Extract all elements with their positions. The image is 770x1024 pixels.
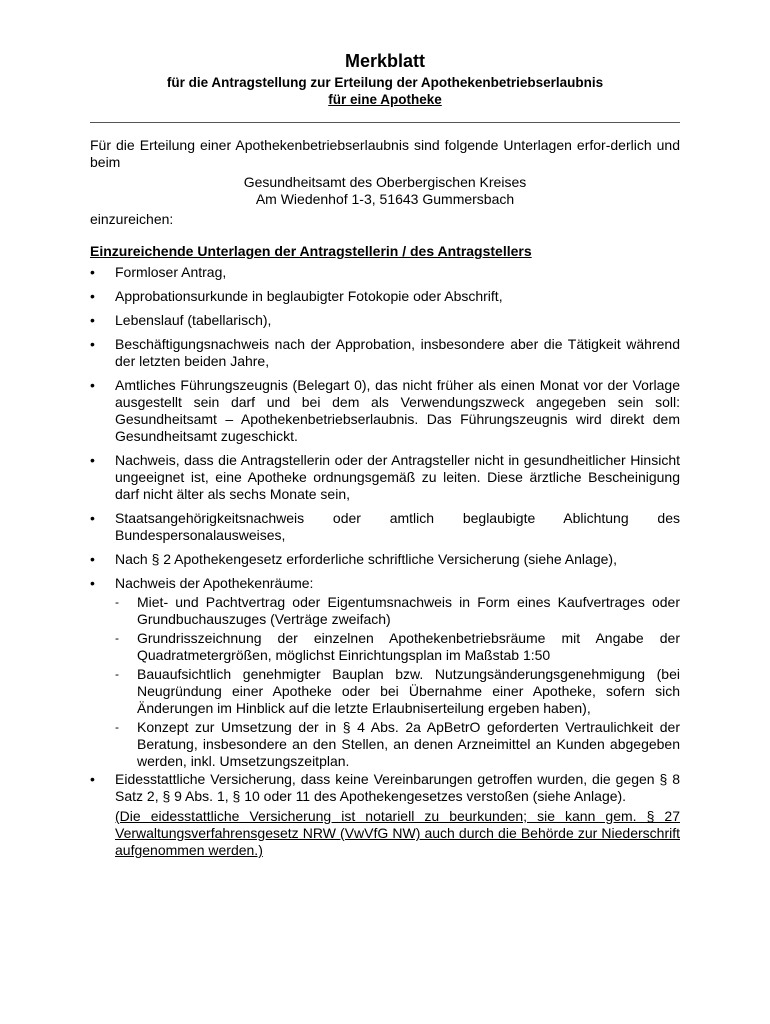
list-item: • Lebenslauf (tabellarisch), — [90, 312, 680, 329]
notarization-note: (Die eidesstattliche Versicherung ist notariell zu beurkunden; sie kann gem. § 27 Verwaltungsverfahrensgesetz NRW (VwVfG NW) auch durch die Behörde zur Niederschrift aufgenommen werden.) — [115, 808, 680, 858]
intro-text: Für die Erteilung einer Apothekenbetriebserlaubnis sind folgende Unterlagen erfor-derlich und beim — [90, 137, 680, 170]
requirements-list — [90, 264, 680, 859]
address-line-2: Am Wiedenhof 1-3, 51643 Gummersbach — [255, 191, 515, 207]
section-heading: Einzureichende Unterlagen der Antragstellerin / des Antragstellers — [90, 243, 532, 259]
list-item: • Approbationsurkunde in beglaubigter Fotokopie oder Abschrift, — [90, 288, 680, 305]
sub-list-item: - Konzept zur Umsetzung der in § 4 Abs. 2a ApBetrO geforderten Vertraulichkeit der Beratung, insbesondere an den Stellen, an denen Arzneimittel an Kunden abgegeben werden, inkl. Umsetzungszeitplan. — [115, 719, 680, 769]
list-item: • Staatsangehörigkeitsnachweis oder amtlich beglaubigte Ablichtung des Bundespersonalausweises, — [90, 510, 680, 544]
page-subtitle-underlined: für eine Apotheke — [328, 92, 442, 107]
page-title: Merkblatt — [344, 51, 425, 71]
sub-list-item: - Grundrisszeichnung der einzelnen Apothekenbetriebsräume mit Angabe der Quadratmetergrößen, möglichst Einrichtungsplan im Maßstab 1:50 — [115, 630, 680, 663]
list-item: • Eidesstattliche Versicherung, dass keine Vereinbarungen getroffen wurden, die gegen § 8 Satz 2, § 9 Abs. 1, § 10 oder 11 des Apothekengesetzes verstoßen (siehe Anlage). (Die eidesstattliche Versicherung ist notariell zu beurkunden; sie kann gem. § 27 Verwaltungsverfahrensgesetz NRW (VwVfG NW) auch durch die Behörde zur Niederschrift aufgenommen werden.) — [90, 771, 680, 859]
sub-list-item: - Miet- und Pachtvertrag oder Eigentumsnachweis in Form eines Kaufvertrages oder Grundbuchauszuges (Verträge zweifach) — [115, 594, 680, 627]
list-item: • Formloser Antrag, — [90, 264, 680, 281]
list-item: • Nachweis der Apothekenräume: - Miet- und Pachtvertrag oder Eigentumsnachweis in Form eines Kaufvertrages oder Grundbuchauszuges (Verträge zweifach) - Grundrisszeichnung der einzelnen Apothekenbetriebsräume mit Angabe der Quadratmetergrößen, möglichst Einrichtungsplan im Maßstab 1:50 - Bauaufsichtlich genehmigter Bauplan bzw. Nutzungsänderungsgenehmigung (bei Neugründung einer Apotheke oder bei Übernahme einer Apotheke, sofern sich Änderungen im Hinblick auf die letzte Erlaubniserteilung ergeben haben), - Konzept zur Umsetzung der in § 4 Abs. 2a ApBetrO geforderten Vertraulichkeit der Beratung, insbesondere an den Stellen, an denen Arzneimittel an Kunden abgegeben werden, inkl. Umsetzungszeitplan. — [90, 575, 680, 770]
address-block — [90, 174, 680, 208]
list-item: • Amtliches Führungszeugnis (Belegart 0), das nicht früher als einen Monat vor der Vorlage ausgestellt sein darf und bei dem als Verwendungszweck angegeben sein soll: Gesundheitsamt – Apothekenbetriebserlaubnis. Das Führungszeugnis wird direkt dem Gesundheitsamt zugeschickt. — [90, 377, 680, 445]
submit-text: einzureichen: — [90, 211, 174, 227]
document-page — [90, 50, 680, 866]
address-line-1: Gesundheitsamt des Oberbergischen Kreises — [243, 174, 527, 190]
list-item: • Nach § 2 Apothekengesetz erforderliche schriftliche Versicherung (siehe Anlage), — [90, 551, 680, 568]
page-subtitle: für die Antragstellung zur Erteilung der Apothekenbetriebserlaubnis — [166, 75, 604, 90]
list-item: • Beschäftigungsnachweis nach der Approbation, insbesondere aber die Tätigkeit während der letzten beiden Jahre, — [90, 336, 680, 370]
sub-list-item: - Bauaufsichtlich genehmigter Bauplan bzw. Nutzungsänderungsgenehmigung (bei Neugründung einer Apotheke oder bei Übernahme einer Apotheke, sofern sich Änderungen im Hinblick auf die letzte Erlaubniserteilung ergeben haben), — [115, 666, 680, 716]
list-item: • Nachweis, dass die Antragstellerin oder der Antragsteller nicht in gesundheitlicher Hinsicht ungeeignet ist, eine Apotheke ordnungsgemäß zu leiten. Diese ärztliche Bescheinigung darf nicht älter als sechs Monate sein, — [90, 452, 680, 503]
sub-list — [115, 594, 680, 770]
divider — [90, 122, 680, 123]
